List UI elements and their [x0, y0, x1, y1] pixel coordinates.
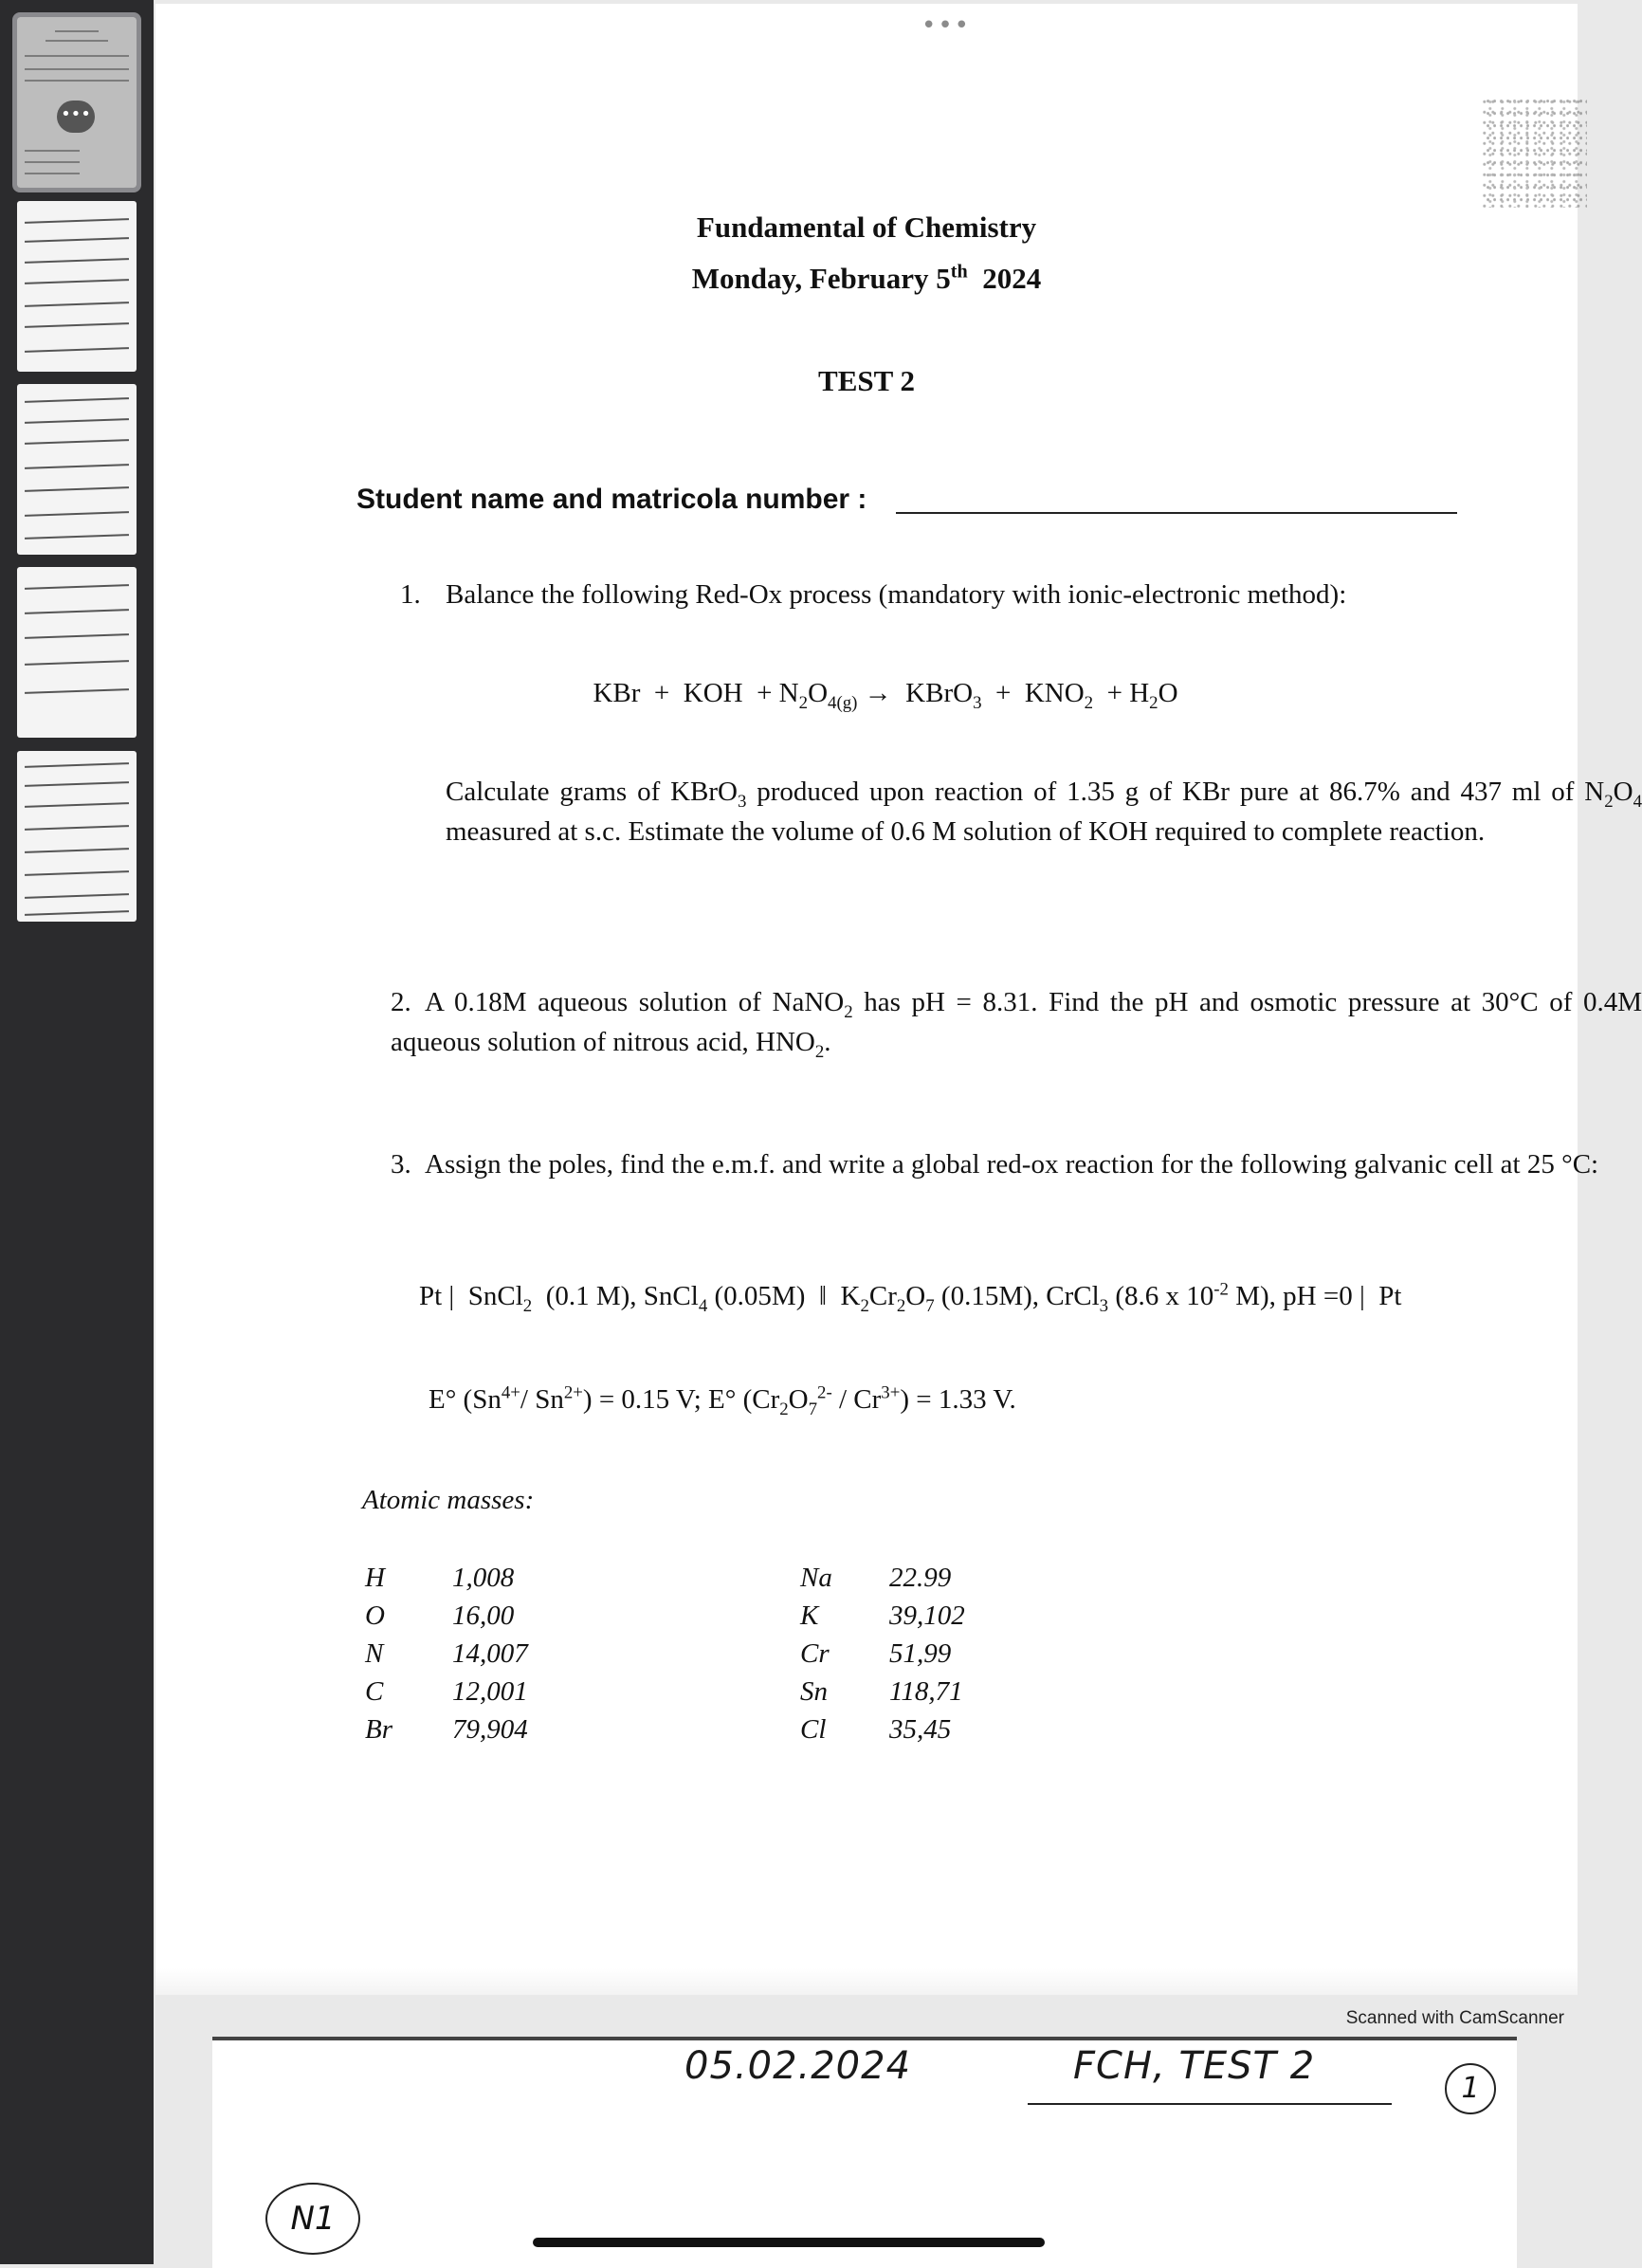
student-name-label: Student name and matricola number : — [356, 484, 867, 515]
page-thumbnail-2[interactable] — [17, 201, 137, 372]
atomic-masses-right-column — [800, 1559, 965, 1748]
scan-noise — [1483, 99, 1587, 208]
handwritten-underline — [1028, 2103, 1392, 2105]
page-thumbnail-sidebar — [0, 0, 154, 2264]
question-3-cell-notation: Pt | SnCl$_2$ (0.1 M), SnCl$_4$ (0.05M) ‖ $K_2Cr_2O_7$ (0.15M), CrCl$_3$ (8.6 x $10^{-2}$ M), pH =0 | Pt — [419, 1279, 1402, 1316]
exam-date: Monday, February 5th 2024 — [691, 261, 1042, 295]
atomic-mass-row: C 12,001 — [365, 1676, 528, 1707]
document-page-2 — [212, 2037, 1517, 2268]
home-indicator[interactable] — [533, 2238, 1045, 2247]
atomic-mass-row: O 16,00 — [365, 1600, 515, 1631]
page-thumbnail-1[interactable] — [17, 17, 137, 188]
atomic-mass-row: Na 22.99 — [800, 1563, 952, 1593]
thumbnail-more-button[interactable]: ••• — [57, 101, 95, 133]
atomic-masses-left-column — [365, 1559, 528, 1748]
document-page — [155, 4, 1642, 2028]
atomic-mass-row: K 39,102 — [800, 1600, 965, 1631]
student-name-blank — [896, 512, 1457, 514]
question-1-calculation: Calculate grams of KBrO$_3$ produced upon reaction of 1.35 g of KBr pure at 86.7% and 437 ml of $N_2O_4$ measured at s.c. Estimate the volume of 0.6 M solution of KOH required to complete reaction. — [446, 777, 1642, 847]
question-3-text: 3. Assign the poles, find the e.m.f. and write a global red-ox reaction for the following galvanic cell at 25 °C: — [391, 1149, 1599, 1180]
question-1-text: 1. Balance the following Red-Ox process (mandatory with ionic-electronic method): — [400, 579, 1347, 610]
handwritten-question-label: N1 — [265, 2183, 360, 2255]
question-1-equation: KBr + KOH + $N_2O_{4(g)}$ → KBrO$_3$ + $KNO_2 + H_2O$ — [593, 678, 1178, 713]
atomic-mass-row: Cr 51,99 — [800, 1638, 952, 1669]
page-thumbnail-3[interactable] — [17, 384, 137, 555]
atomic-mass-row: Sn 118,71 — [800, 1676, 963, 1707]
page-bottom-edge — [155, 1968, 1578, 1995]
test-label: TEST 2 — [818, 364, 915, 397]
question-3-standard-potentials: E° ($Sn^{4+}/$ $Sn^{2+}) = 0.15$ V; E° $(Cr_2O_7^{2-} / Cr^{3+}) = 1.33$ V. — [429, 1382, 1016, 1419]
page-thumbnail-4[interactable] — [17, 567, 137, 738]
more-options-button[interactable]: ••• — [921, 11, 972, 40]
atomic-mass-row: N 14,007 — [365, 1638, 528, 1669]
atomic-mass-row: H 1,008 — [365, 1563, 515, 1593]
exam-title: Fundamental of Chemistry — [696, 210, 1037, 244]
atomic-mass-row: Cl 35,45 — [800, 1714, 952, 1745]
handwritten-page-number: 1 — [1445, 2063, 1496, 2114]
page-thumbnail-5[interactable] — [17, 751, 137, 922]
handwritten-date: 05.02.2024 — [684, 2044, 912, 2088]
handwritten-title: FCH, TEST 2 — [1073, 2044, 1316, 2088]
atomic-masses-title: Atomic masses: — [362, 1485, 535, 1515]
question-2-text: 2. A 0.18M aqueous solution of NaNO$_2$ has pH = 8.31. Find the pH and osmotic pressure at 30°C of 0.4M aqueous solution of nitrous acid, $HNO_2$. — [391, 987, 1642, 1062]
scanned-watermark: Scanned with CamScanner — [1345, 2008, 1564, 2028]
atomic-mass-row: Br 79,904 — [365, 1714, 528, 1745]
